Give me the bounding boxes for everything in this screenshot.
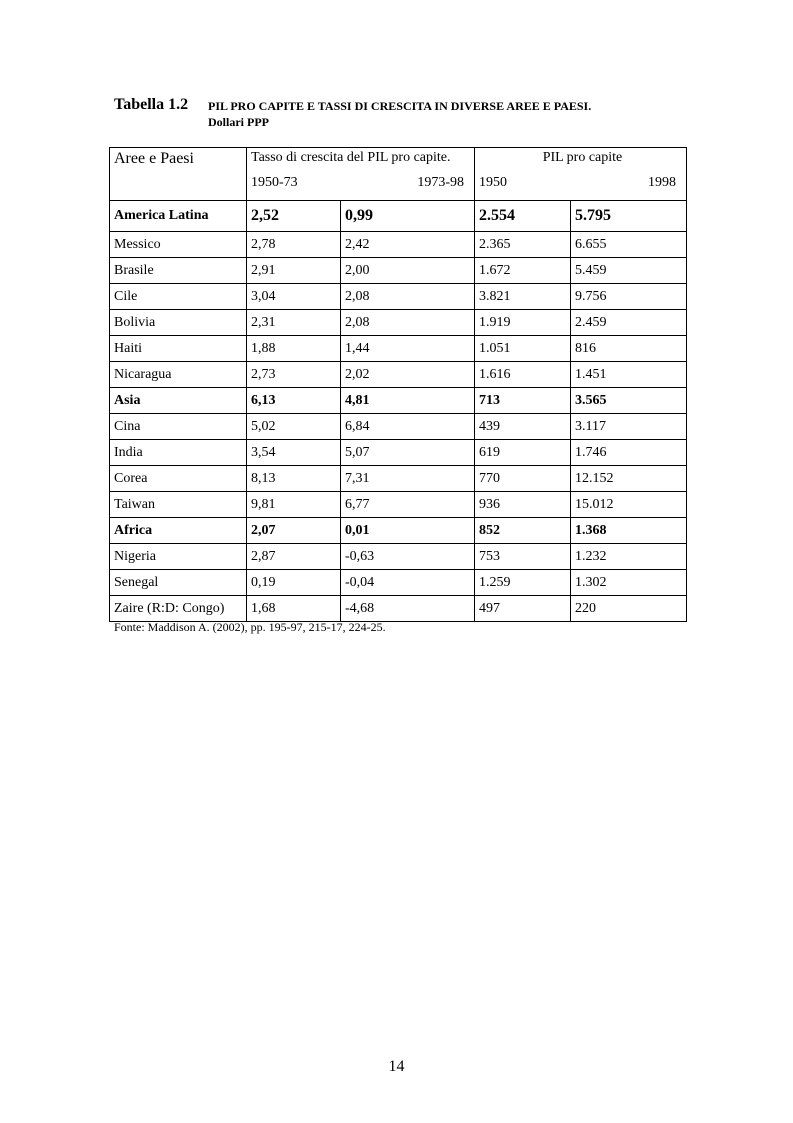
page-number: 14 bbox=[388, 1058, 405, 1075]
cell-gdp-1950: 2.554 bbox=[475, 201, 571, 232]
cell-gdp-1950: 1.051 bbox=[475, 336, 571, 362]
cell-growth-1973-98: 0,01 bbox=[341, 518, 475, 544]
cell-gdp-1998: 816 bbox=[571, 336, 687, 362]
cell-growth-1950-73: 2,91 bbox=[247, 258, 341, 284]
cell-growth-1973-98: 0,99 bbox=[341, 201, 475, 232]
table-subtitle: Dollari PPP bbox=[208, 115, 269, 129]
cell-gdp-1950: 3.821 bbox=[475, 284, 571, 310]
cell-growth-1973-98: 2,08 bbox=[341, 284, 475, 310]
table-row bbox=[110, 362, 687, 388]
header-growth-title: Tasso di crescita del PIL pro capite. bbox=[251, 150, 451, 165]
cell-area: Zaire (R:D: Congo) bbox=[110, 596, 247, 622]
cell-growth-1973-98: 2,00 bbox=[341, 258, 475, 284]
cell-area: Asia bbox=[110, 388, 247, 414]
cell-area: Cile bbox=[110, 284, 247, 310]
cell-gdp-1998: 9.756 bbox=[571, 284, 687, 310]
cell-area: Brasile bbox=[110, 258, 247, 284]
cell-growth-1950-73: 2,31 bbox=[247, 310, 341, 336]
cell-growth-1973-98: 4,81 bbox=[341, 388, 475, 414]
cell-growth-1973-98: 6,84 bbox=[341, 414, 475, 440]
table-label: Tabella 1.2 bbox=[114, 96, 189, 113]
cell-growth-1973-98: 2,02 bbox=[341, 362, 475, 388]
header-gdp bbox=[475, 148, 687, 201]
cell-gdp-1950: 439 bbox=[475, 414, 571, 440]
table-row bbox=[110, 284, 687, 310]
cell-gdp-1950: 2.365 bbox=[475, 232, 571, 258]
cell-growth-1973-98: 2,08 bbox=[341, 310, 475, 336]
cell-growth-1950-73: 9,81 bbox=[247, 492, 341, 518]
cell-growth-1973-98: 7,31 bbox=[341, 466, 475, 492]
cell-growth-1950-73: 2,87 bbox=[247, 544, 341, 570]
table-row bbox=[110, 232, 687, 258]
table-row bbox=[110, 310, 687, 336]
header-gdp-year-1: 1950 bbox=[479, 175, 507, 190]
cell-gdp-1998: 1.368 bbox=[571, 518, 687, 544]
table-row bbox=[110, 336, 687, 362]
table-header-row bbox=[110, 148, 687, 201]
cell-area: Senegal bbox=[110, 570, 247, 596]
cell-area: India bbox=[110, 440, 247, 466]
cell-area: Bolivia bbox=[110, 310, 247, 336]
cell-growth-1973-98: -0,04 bbox=[341, 570, 475, 596]
cell-gdp-1998: 1.451 bbox=[571, 362, 687, 388]
cell-growth-1950-73: 6,13 bbox=[247, 388, 341, 414]
cell-gdp-1998: 3.565 bbox=[571, 388, 687, 414]
cell-growth-1950-73: 0,19 bbox=[247, 570, 341, 596]
cell-gdp-1950: 497 bbox=[475, 596, 571, 622]
cell-growth-1973-98: -4,68 bbox=[341, 596, 475, 622]
cell-gdp-1950: 619 bbox=[475, 440, 571, 466]
cell-area: Nigeria bbox=[110, 544, 247, 570]
cell-growth-1950-73: 1,88 bbox=[247, 336, 341, 362]
cell-growth-1950-73: 8,13 bbox=[247, 466, 341, 492]
cell-gdp-1998: 15.012 bbox=[571, 492, 687, 518]
cell-gdp-1950: 1.259 bbox=[475, 570, 571, 596]
cell-gdp-1950: 936 bbox=[475, 492, 571, 518]
table-row bbox=[110, 388, 687, 414]
cell-gdp-1950: 753 bbox=[475, 544, 571, 570]
cell-area: Africa bbox=[110, 518, 247, 544]
cell-gdp-1950: 1.919 bbox=[475, 310, 571, 336]
cell-growth-1950-73: 2,73 bbox=[247, 362, 341, 388]
cell-growth-1973-98: 6,77 bbox=[341, 492, 475, 518]
table-row bbox=[110, 570, 687, 596]
cell-growth-1950-73: 2,07 bbox=[247, 518, 341, 544]
header-growth-period-1: 1950-73 bbox=[251, 175, 298, 190]
cell-area: Messico bbox=[110, 232, 247, 258]
table-row bbox=[110, 466, 687, 492]
cell-growth-1950-73: 2,52 bbox=[247, 201, 341, 232]
cell-area: Cina bbox=[110, 414, 247, 440]
header-area: Aree e Paesi bbox=[110, 148, 247, 201]
cell-gdp-1998: 5.795 bbox=[571, 201, 687, 232]
cell-area: Taiwan bbox=[110, 492, 247, 518]
cell-growth-1950-73: 3,54 bbox=[247, 440, 341, 466]
cell-gdp-1998: 1.746 bbox=[571, 440, 687, 466]
cell-gdp-1998: 220 bbox=[571, 596, 687, 622]
header-growth-period-2: 1973-98 bbox=[417, 175, 464, 190]
table-row bbox=[110, 544, 687, 570]
table-title: PIL PRO CAPITE E TASSI DI CRESCITA IN DIVERSE AREE E PAESI. bbox=[208, 99, 592, 113]
cell-gdp-1950: 713 bbox=[475, 388, 571, 414]
cell-growth-1950-73: 5,02 bbox=[247, 414, 341, 440]
table-row bbox=[110, 201, 687, 232]
cell-growth-1973-98: -0,63 bbox=[341, 544, 475, 570]
table-body bbox=[110, 148, 687, 622]
cell-growth-1973-98: 5,07 bbox=[341, 440, 475, 466]
table-row bbox=[110, 414, 687, 440]
cell-gdp-1950: 1.616 bbox=[475, 362, 571, 388]
cell-gdp-1950: 770 bbox=[475, 466, 571, 492]
cell-gdp-1950: 852 bbox=[475, 518, 571, 544]
cell-area: Haiti bbox=[110, 336, 247, 362]
cell-gdp-1998: 12.152 bbox=[571, 466, 687, 492]
cell-growth-1973-98: 2,42 bbox=[341, 232, 475, 258]
header-growth bbox=[247, 148, 475, 201]
cell-growth-1950-73: 1,68 bbox=[247, 596, 341, 622]
cell-growth-1950-73: 3,04 bbox=[247, 284, 341, 310]
cell-gdp-1998: 2.459 bbox=[571, 310, 687, 336]
cell-gdp-1998: 6.655 bbox=[571, 232, 687, 258]
cell-area: America Latina bbox=[110, 201, 247, 232]
table-row bbox=[110, 596, 687, 622]
table-row bbox=[110, 258, 687, 284]
table-source: Fonte: Maddison A. (2002), pp. 195-97, 215-17, 224-25. bbox=[114, 620, 386, 634]
cell-gdp-1998: 3.117 bbox=[571, 414, 687, 440]
table-row bbox=[110, 440, 687, 466]
cell-gdp-1998: 1.302 bbox=[571, 570, 687, 596]
cell-area: Nicaragua bbox=[110, 362, 247, 388]
cell-gdp-1998: 1.232 bbox=[571, 544, 687, 570]
cell-gdp-1950: 1.672 bbox=[475, 258, 571, 284]
cell-growth-1950-73: 2,78 bbox=[247, 232, 341, 258]
header-gdp-year-2: 1998 bbox=[648, 175, 676, 190]
table-row bbox=[110, 518, 687, 544]
gdp-table bbox=[109, 147, 687, 622]
cell-area: Corea bbox=[110, 466, 247, 492]
cell-growth-1973-98: 1,44 bbox=[341, 336, 475, 362]
header-gdp-title: PIL pro capite bbox=[542, 150, 623, 165]
table-row bbox=[110, 492, 687, 518]
cell-gdp-1998: 5.459 bbox=[571, 258, 687, 284]
